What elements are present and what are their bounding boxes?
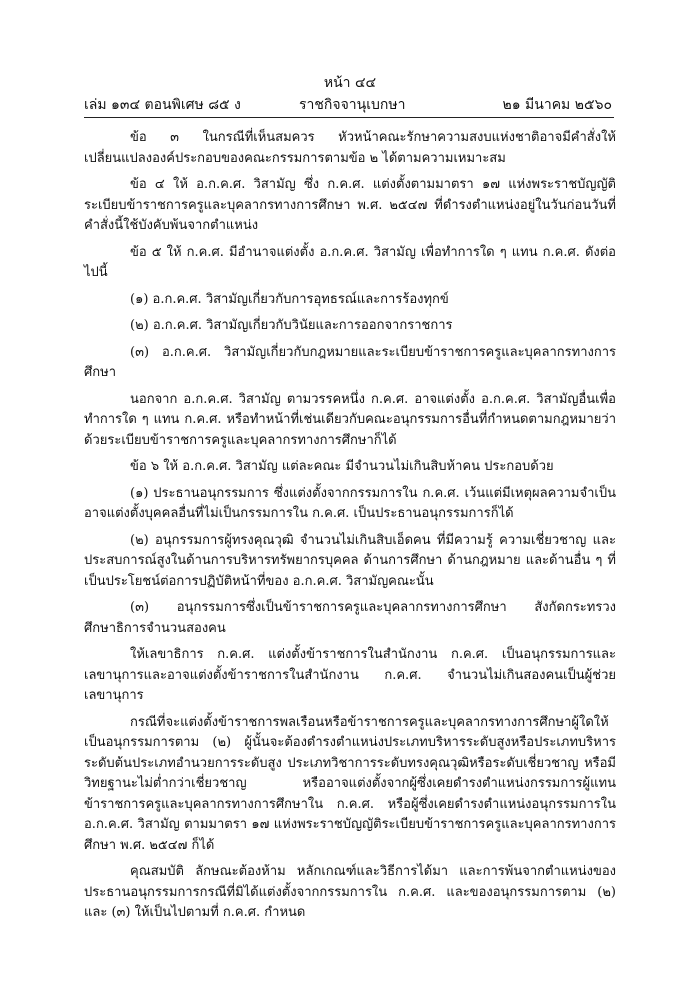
clause-5-item-3: (๓) อ.ก.ค.ศ. วิสามัญเกี่ยวกับกฎหมายและระเบียบข้าราชการครูและบุคลากรทางการศึกษา	[84, 344, 616, 380]
clause-6-appointment: กรณีที่จะแต่งตั้งข้าราชการพลเรือนหรือข้าราชการครูและบุคลากรทางการศึกษาผู้ใดให้เป็นอนุกรรมการตาม (๒) ผู้นั้นจะต้องดำรงตำแหน่งประเภทบริหารระดับสูงหรือประเภทบริหารระดับต้นประเภทอำนวยการระดับสูง ประเภทวิชาการระดับทรงคุณวุฒิหรือระดับเชี่ยวชาญ หรือมีวิทยฐานะไม่ต่ำกว่าเชี่ยวชาญ หรืออาจแต่งตั้งจากผู้ซึ่งเคยดำรงตำแหน่งกรรมการผู้แทนข้าราชการครูและบุคลากรทางการศึกษาใน ก.ค.ศ. หรือผู้ซึ่งเคยดำรงตำแหน่งอนุกรรมการใน อ.ก.ค.ศ. วิสามัญ ตามมาตรา ๑๗ แห่งพระราชบัญญัติระเบียบข้าราชการครูและบุคลากรทางการศึกษา พ.ศ. ๒๕๔๗ ก็ได้	[84, 714, 616, 853]
clause-6-item-2: (๒) อนุกรรมการผู้ทรงคุณวุฒิ จำนวนไม่เกินสิบเอ็ดคน ที่มีความรู้ ความเชี่ยวชาญ และประสบการณ์สูงในด้านการบริหารทรัพยากรบุคคล ด้านการศึกษา ด้านกฎหมาย และด้านอื่น ๆ ที่เป็นประโยชน์ต่อการปฏิบัติหน้าที่ของ อ.ก.ค.ศ. วิสามัญคณะนั้น	[84, 532, 616, 589]
document-body	[84, 128, 616, 930]
clause-5-item-2: (๒) อ.ก.ค.ศ. วิสามัญเกี่ยวกับวินัยและการออกจากราชการ	[130, 318, 453, 333]
clause-4: ข้อ ๔ ให้ อ.ก.ค.ศ. วิสามัญ ซึ่ง ก.ค.ศ. แต่งตั้งตามมาตรา ๑๗ แห่งพระราชบัญญัติระเบียบข้าราชการครูและบุคลากรทางการศึกษา พ.ศ. ๒๕๔๗ ที่ดำรงตำแหน่งอยู่ในวันก่อนวันที่คำสั่งนี้ใช้บังคับพ้นจากตำแหน่ง	[84, 177, 616, 233]
page-header	[84, 94, 612, 114]
clause-5-paragraph-2: นอกจาก อ.ก.ค.ศ. วิสามัญ ตามวรรคหนึ่ง ก.ค.ศ. อาจแต่งตั้ง อ.ก.ค.ศ. วิสามัญอื่นเพื่อทำการใด ๆ แทน ก.ค.ศ. หรือทำหน้าที่เช่นเดียวกับคณะอนุกรรมการอื่นที่กำหนดตามกฎหมายว่าด้วยระเบียบข้าราชการครูและบุคลากรทางการศึกษาก็ได้	[84, 391, 616, 448]
clause-5-item-1: (๑) อ.ก.ค.ศ. วิสามัญเกี่ยวกับการอุทธรณ์และการร้องทุกข์	[130, 291, 449, 307]
clause-6-secretary: ให้เลขาธิการ ก.ค.ศ. แต่งตั้งข้าราชการในสำนักงาน ก.ค.ศ. เป็นอนุกรรมการและเลขานุการและอาจแต่งตั้งข้าราชการในสำนักงาน ก.ค.ศ. จำนวนไม่เกินสองคนเป็นผู้ช่วยเลขานุการ	[84, 647, 616, 703]
clause-6-qualifications: คุณสมบัติ ลักษณะต้องห้าม หลักเกณฑ์และวิธีการได้มา และการพ้นจากตำแหน่งของประธานอนุกรรมการกรณีที่มิได้แต่งตั้งจากกรรมการใน ก.ค.ศ. และของอนุกรรมการตาม (๒) และ (๓) ให้เป็นไปตามที่ ก.ค.ศ. กำหนด	[84, 864, 616, 920]
clause-5: ข้อ ๕ ให้ ก.ค.ศ. มีอำนาจแต่งตั้ง อ.ก.ค.ศ. วิสามัญ เพื่อทำการใด ๆ แทน ก.ค.ศ. ดังต่อไปนี้	[84, 244, 616, 280]
clause-3: ข้อ ๓ ในกรณีที่เห็นสมควร หัวหน้าคณะรักษาความสงบแห่งชาติอาจมีคำสั่งให้เปลี่ยนแปลงองค์ประกอบของคณะกรรมการตามข้อ ๒ ได้ตามความเหมาะสม	[84, 130, 616, 166]
header-divider	[84, 117, 614, 118]
clause-6-item-1: (๑) ประธานอนุกรรมการ ซึ่งแต่งตั้งจากกรรมการใน ก.ค.ศ. เว้นแต่มีเหตุผลความจำเป็นอาจแต่งตั้งบุคคลอื่นที่ไม่เป็นกรรมการใน ก.ค.ศ. เป็นประธานอนุกรรมการก็ได้	[84, 485, 616, 521]
header-date: ๒๑ มีนาคม ๒๕๖๐	[502, 97, 612, 113]
clause-6: ข้อ ๖ ให้ อ.ก.ค.ศ. วิสามัญ แต่ละคณะ มีจำนวนไม่เกินสิบห้าคน ประกอบด้วย	[130, 459, 554, 474]
clause-6-item-3: (๓) อนุกรรมการซึ่งเป็นข้าราชการครูและบุคลากรทางการศึกษา สังกัดกระทรวงศึกษาธิการจำนวนสองคน	[84, 600, 616, 636]
header-publication: ราชกิจจานุเบกษา	[299, 97, 406, 113]
header-volume: เล่ม ๑๓๔ ตอนพิเศษ ๘๕ ง	[84, 97, 241, 113]
page-number: หน้า ๔๔	[323, 75, 377, 91]
